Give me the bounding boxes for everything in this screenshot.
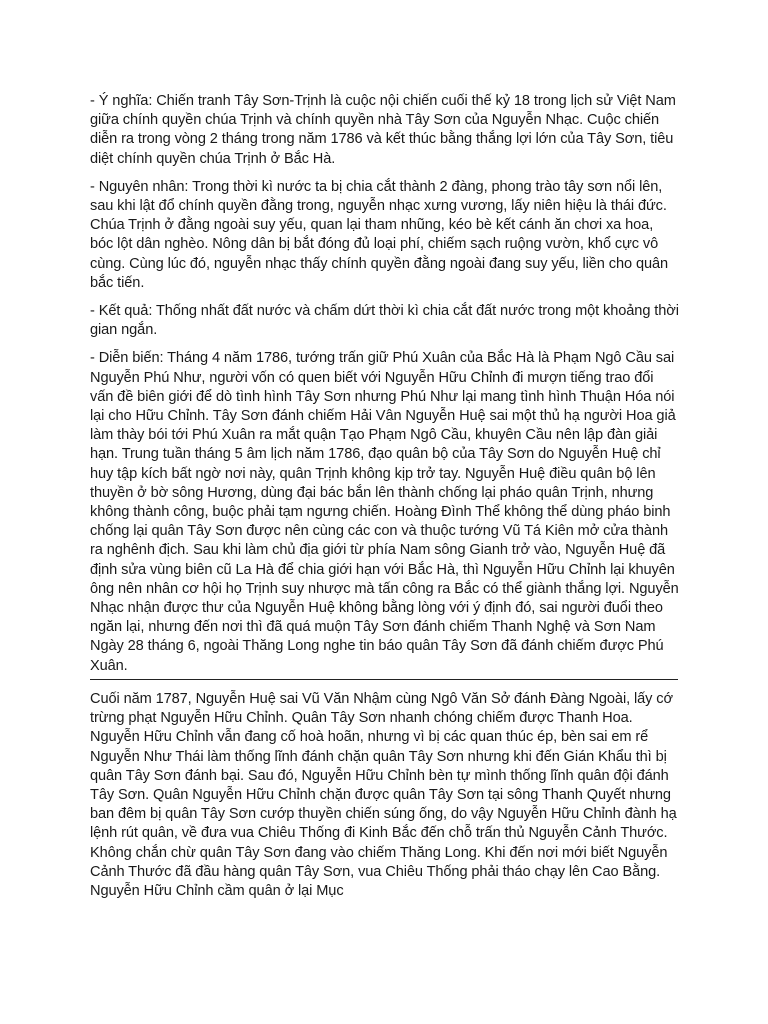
paragraph-1787-campaign: Cuối năm 1787, Nguyễn Huệ sai Vũ Văn Nhậm cùng Ngô Văn Sở đánh Đàng Ngoài, lấy cớ trừng phạt Nguyễn Hữu Chỉnh. Quân Tây Sơn nhanh chóng chiếm được Thanh Hoa. Nguyễn Hữu Chỉnh vẫn đang cố hoà hoãn, nhưng vì bị các quan thúc ép, bèn sai em rể Nguyễn Như Thái làm thống lĩnh đánh chặn quân Tây Sơn nhưng khi đến Gián Khẩu thì bị quân Tây Sơn đánh bại. Sau đó, Nguyễn Hữu Chỉnh bèn tự mình thống lĩnh quân đội đánh Tây Sơn. Quân Nguyễn Hữu Chỉnh chặn được quân Tây Sơn tại sông Thanh Quyết nhưng ban đêm bị quân Tây Sơn cướp thuyền chiến súng ống, do vậy Nguyễn Hữu Chỉnh đành hạ lệnh rút quân, về đưa vua Chiêu Thống đi Kinh Bắc đến chỗ trấn thủ Nguyễn Cảnh Thước. Không chắn chừ quân Tây Sơn đang vào chiếm Thăng Long. Khi đến nơi mới biết Nguyễn Cảnh Thước đã đầu hàng quân Tây Sơn, vua Chiêu Thống phải tháo chạy lên Cao Bằng. Nguyễn Hữu Chỉnh cầm quân ở lại Mục <box>90 690 677 899</box>
paragraph-result: - Kết quả: Thống nhất đất nước và chấm dứt thời kì chia cắt đất nước trong một khoảng thời gian ngắn. <box>90 303 679 339</box>
paragraph-events: - Diễn biến: Tháng 4 năm 1786, tướng trấn giữ Phú Xuân của Bắc Hà là Phạm Ngô Cầu sai Nguyễn Phú Như, người vốn có quen biết với Nguyễn Hữu Chỉnh đi mượn tiếng trao đổi vấn đề biên giới để dò tình hình Tây Sơn nhưng Phú Như lại mang tình hình Thuận Hóa nói lại cho Hữu Chỉnh. Tây Sơn đánh chiếm Hải Vân Nguyễn Huệ sai một thủ hạ người Hoa giả làm thày bói tới Phú Xuân ra mắt quận Tạo Phạm Ngô Cầu, khuyên Cầu nên lập đàn giải hạn. Trung tuần tháng 5 âm lịch năm 1786, đạo quân bộ của Tây Sơn do Nguyễn Huệ chỉ huy tập kích bất ngờ nơi này, quân Trịnh không kịp trở tay. Nguyễn Huệ điều quân bộ lên thuyền ở bờ sông Hương, dùng đại bác bắn lên thành chống lại pháo quân Trịnh, nhưng không thành công, buộc phải tạm ngưng chiến. Hoàng Đình Thể không thể dùng pháo binh chống lại quân Tây Sơn được nên cùng các con và thuộc tướng Vũ Tá Kiên mở cửa thành ra nghênh địch. Sau khi làm chủ địa giới từ phía Nam sông Gianh trở vào, Nguyễn Huệ đã định sửa vùng biên cũ La Hà để chia giới hạn với Bắc Hà, thì Nguyễn Hữu Chỉnh lại khuyên ông nên nhân cơ hội họ Trịnh suy nhược mà tấn công ra Bắc có thể giành thắng lợi. Nguyễn Nhạc nhận được thư của Nguyễn Huệ không bằng lòng với ý định đó, sai người đuổi theo ngăn lại, nhưng đến nơi thì đã quá muộn Tây Sơn đánh chiếm Thanh Nghệ và Sơn Nam Ngày 28 tháng 6, ngoài Thăng Long nghe tin báo quân Tây Sơn đã đánh chiếm được Phú Xuân. <box>90 350 679 674</box>
paragraph-causes: - Nguyên nhân: Trong thời kì nước ta bị chia cắt thành 2 đàng, phong trào tây sơn nổi lên, sau khi lật đổ chính quyền đằng trong, nguyễn nhạc xưng vương, lấy niên hiệu là thái đức. Chúa Trịnh ở đằng ngoài suy yếu, quan lại tham nhũng, kéo bè kết cánh ăn chơi xa hoa, bóc lột dân nghèo. Nông dân bị bắt đóng đủ loại phí, chiếm sạch ruộng vườn, khổ cực vô cùng. Cùng lúc đó, nguyễn nhạc thấy chính quyền đằng ngoài đang suy yếu, liền cho quân bắc tiến. <box>90 178 669 291</box>
document-body <box>90 92 680 910</box>
paragraph-significance: - Ý nghĩa: Chiến tranh Tây Sơn-Trịnh là cuộc nội chiến cuối thế kỷ 18 trong lịch sử Việt Nam giữa chính quyền chúa Trịnh và chính quyền nhà Tây Sơn của Nguyễn Nhạc. Cuộc chiến diễn ra trong vòng 2 tháng trong năm 1786 và kết thúc bằng thắng lợi lớn của Tây Sơn, tiêu diệt chính quyền chúa Trịnh ở Bắc Hà. <box>90 93 676 167</box>
section-divider <box>90 679 678 680</box>
